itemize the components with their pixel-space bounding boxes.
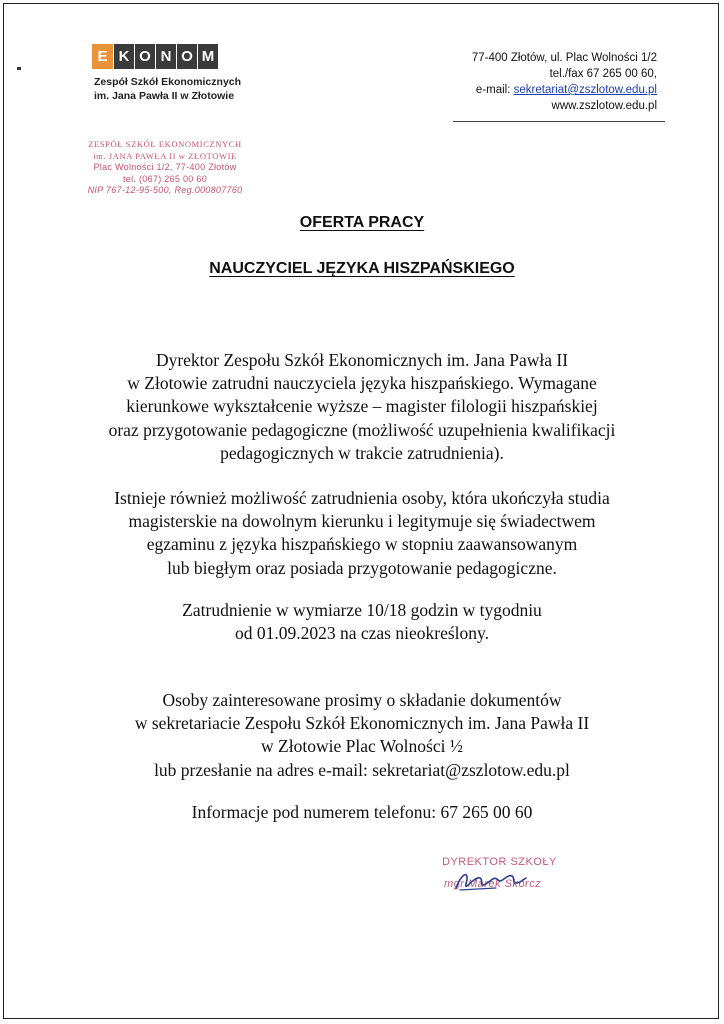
stamp-line1: ZESPÓŁ SZKÓŁ EKONOMICZNYCH: [88, 139, 242, 149]
signature-name: mgr Marek Skórcz: [444, 878, 542, 890]
logo-caption: [92, 75, 242, 103]
logo-letter: O: [134, 44, 155, 69]
signature-title: DYREKTOR SZKOŁY: [442, 856, 557, 868]
contact-address: 77-400 Złotów, ul. Plac Wolności 1/2: [471, 52, 657, 64]
contact-email-row: [472, 82, 657, 98]
logo-letter: O: [176, 44, 197, 69]
text-line: oraz przygotowanie pedagogiczne (możliwość uzupełnienia kwalifikacji: [108, 419, 616, 440]
contact-website[interactable]: www.zszlotow.edu.pl: [551, 100, 657, 112]
text-line: w Złotowie zatrudni nauczyciela języka hiszpańskiego. Wymagane: [127, 373, 597, 394]
school-logo: [92, 44, 242, 103]
contact-email-label: e-mail:: [475, 84, 511, 96]
handwritten-signature-icon: [452, 862, 532, 896]
text-line: Informacje pod numerem telefonu: 67 265 00 60: [191, 802, 533, 822]
logo-caption-line2: im. Jana Pawła II w Złotowie: [94, 90, 235, 102]
stamp-line3: Plac Wolności 1/2, 77-400 Złotów: [93, 162, 237, 172]
logo-letter: N: [155, 44, 176, 69]
text-line: Istnieje również możliwość zatrudnienia osoby, która ukończyła studia: [114, 488, 610, 508]
stamp-line5: NIP 767-12-95-500, Reg.000807760: [87, 185, 243, 195]
contact-block: [472, 50, 657, 114]
stamp-line2: im. JANA PAWŁA II w ZŁOTOWIE: [93, 150, 237, 161]
scan-mark: [17, 67, 21, 70]
document-subtitle: NAUCZYCIEL JĘZYKA HISZPAŃSKIEGO: [209, 260, 515, 277]
director-signature-stamp: [436, 856, 596, 906]
paragraph-alternative: [60, 487, 664, 580]
logo-letter: K: [113, 44, 134, 69]
paragraph-phone-info: [60, 801, 664, 824]
stamp-line4: tel. (067) 265 00 60: [122, 173, 208, 184]
logo-wordmark: [92, 44, 242, 69]
text-line: egzaminu z języka hiszpańskiego w stopniu zaawansowanym: [146, 534, 578, 555]
header-divider: [453, 121, 665, 122]
paragraph-requirements: [60, 349, 664, 465]
logo-letter: M: [197, 44, 218, 69]
paragraph-application: [60, 689, 664, 782]
text-line: lub przesłanie na adres e-mail: sekretariat@zszlotow.edu.pl: [154, 759, 570, 780]
text-line: kierunkowe wykształcenie wyższe – magister filologii hiszpańskiej: [126, 396, 598, 417]
contact-email-link[interactable]: sekretariat@zszlotow.edu.pl: [513, 84, 657, 96]
contact-phone: tel./fax 67 265 00 60,: [549, 68, 657, 80]
text-line: Zatrudnienie w wymiarze 10/18 godzin w tygodniu: [182, 600, 542, 620]
school-stamp: [60, 139, 270, 197]
text-line: magisterskie na dowolnym kierunku i legitymuje się świadectwem: [128, 511, 596, 532]
text-line: pedagogicznych w trakcie zatrudnienia).: [220, 442, 504, 463]
text-line: w Złotowie Plac Wolności ½: [261, 736, 463, 757]
logo-caption-line1: Zespół Szkół Ekonomicznych: [94, 76, 242, 88]
text-line: Dyrektor Zespołu Szkół Ekonomicznych im. Jana Pawła II: [155, 350, 569, 370]
text-line: w sekretariacie Zespołu Szkół Ekonomicznych im. Jana Pawła II: [134, 713, 590, 734]
text-line: od 01.09.2023 na czas nieokreślony.: [234, 623, 489, 644]
logo-letter: E: [92, 44, 113, 69]
document-title: OFERTA PRACY: [299, 214, 425, 231]
paragraph-employment: [60, 599, 664, 645]
text-line: Osoby zainteresowane prosimy o składanie dokumentów: [162, 690, 562, 710]
text-line: lub biegłym oraz posiada przygotowanie pedagogiczne.: [167, 557, 557, 578]
